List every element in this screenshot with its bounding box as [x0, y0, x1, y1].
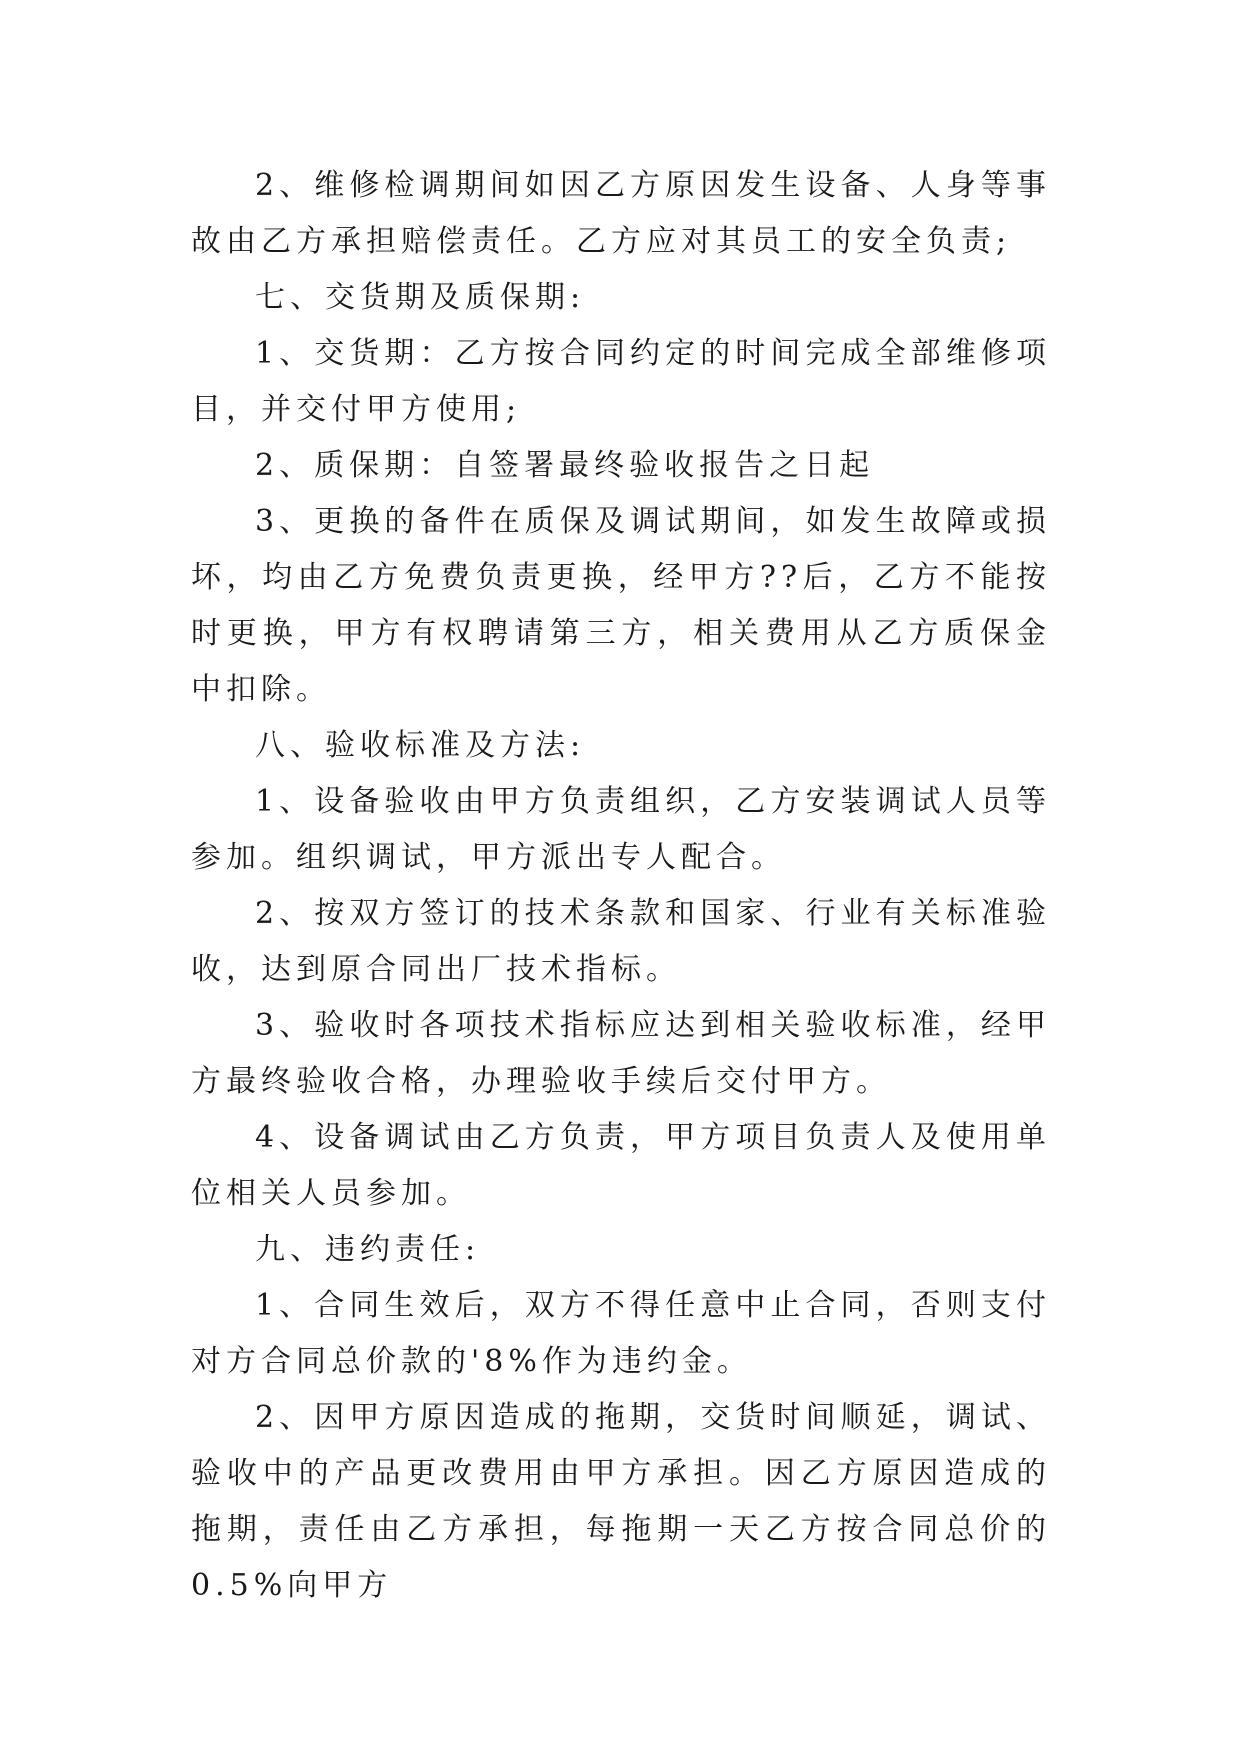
paragraph: 4、设备调试由乙方负责，甲方项目负责人及使用单位相关人员参加。	[191, 1120, 1051, 1211]
paragraph: 2、因甲方原因造成的拖期，交货时间顺延，调试、验收中的产品更改费用由甲方承担。因乙方原因造成的拖期，责任由乙方承担，每拖期一天乙方按合同总价的0.5%向甲方	[191, 1400, 1051, 1603]
paragraph: 1、合同生效后，双方不得任意中止合同，否则支付对方合同总价款的'8%作为违约金。	[191, 1288, 1051, 1379]
paragraph: 3、更换的备件在质保及调试期间，如发生故障或损坏，均由乙方免费负责更换，经甲方??后，乙方不能按时更换，甲方有权聘请第三方，相关费用从乙方质保金中扣除。	[191, 504, 1051, 707]
document-body	[191, 158, 1051, 1614]
paragraph: 1、交货期：乙方按合同约定的时间完成全部维修项目，并交付甲方使用;	[191, 336, 1051, 427]
paragraph: 2、质保期：自签署最终验收报告之日起	[255, 448, 875, 483]
paragraph: 3、验收时各项技术指标应达到相关验收标准，经甲方最终验收合格，办理验收手续后交付甲方。	[191, 1008, 1051, 1099]
section-heading: 八、验收标准及方法:	[255, 728, 586, 763]
paragraph: 2、维修检调期间如因乙方原因发生设备、人身等事故由乙方承担赔偿责任。乙方应对其员工的安全负责;	[191, 168, 1051, 259]
section-heading: 七、交货期及质保期:	[255, 280, 586, 315]
paragraph: 1、设备验收由甲方负责组织，乙方安装调试人员等参加。组织调试，甲方派出专人配合。	[191, 784, 1051, 875]
paragraph: 2、按双方签订的技术条款和国家、行业有关标准验收，达到原合同出厂技术指标。	[191, 896, 1051, 987]
section-heading: 九、违约责任:	[255, 1232, 481, 1267]
